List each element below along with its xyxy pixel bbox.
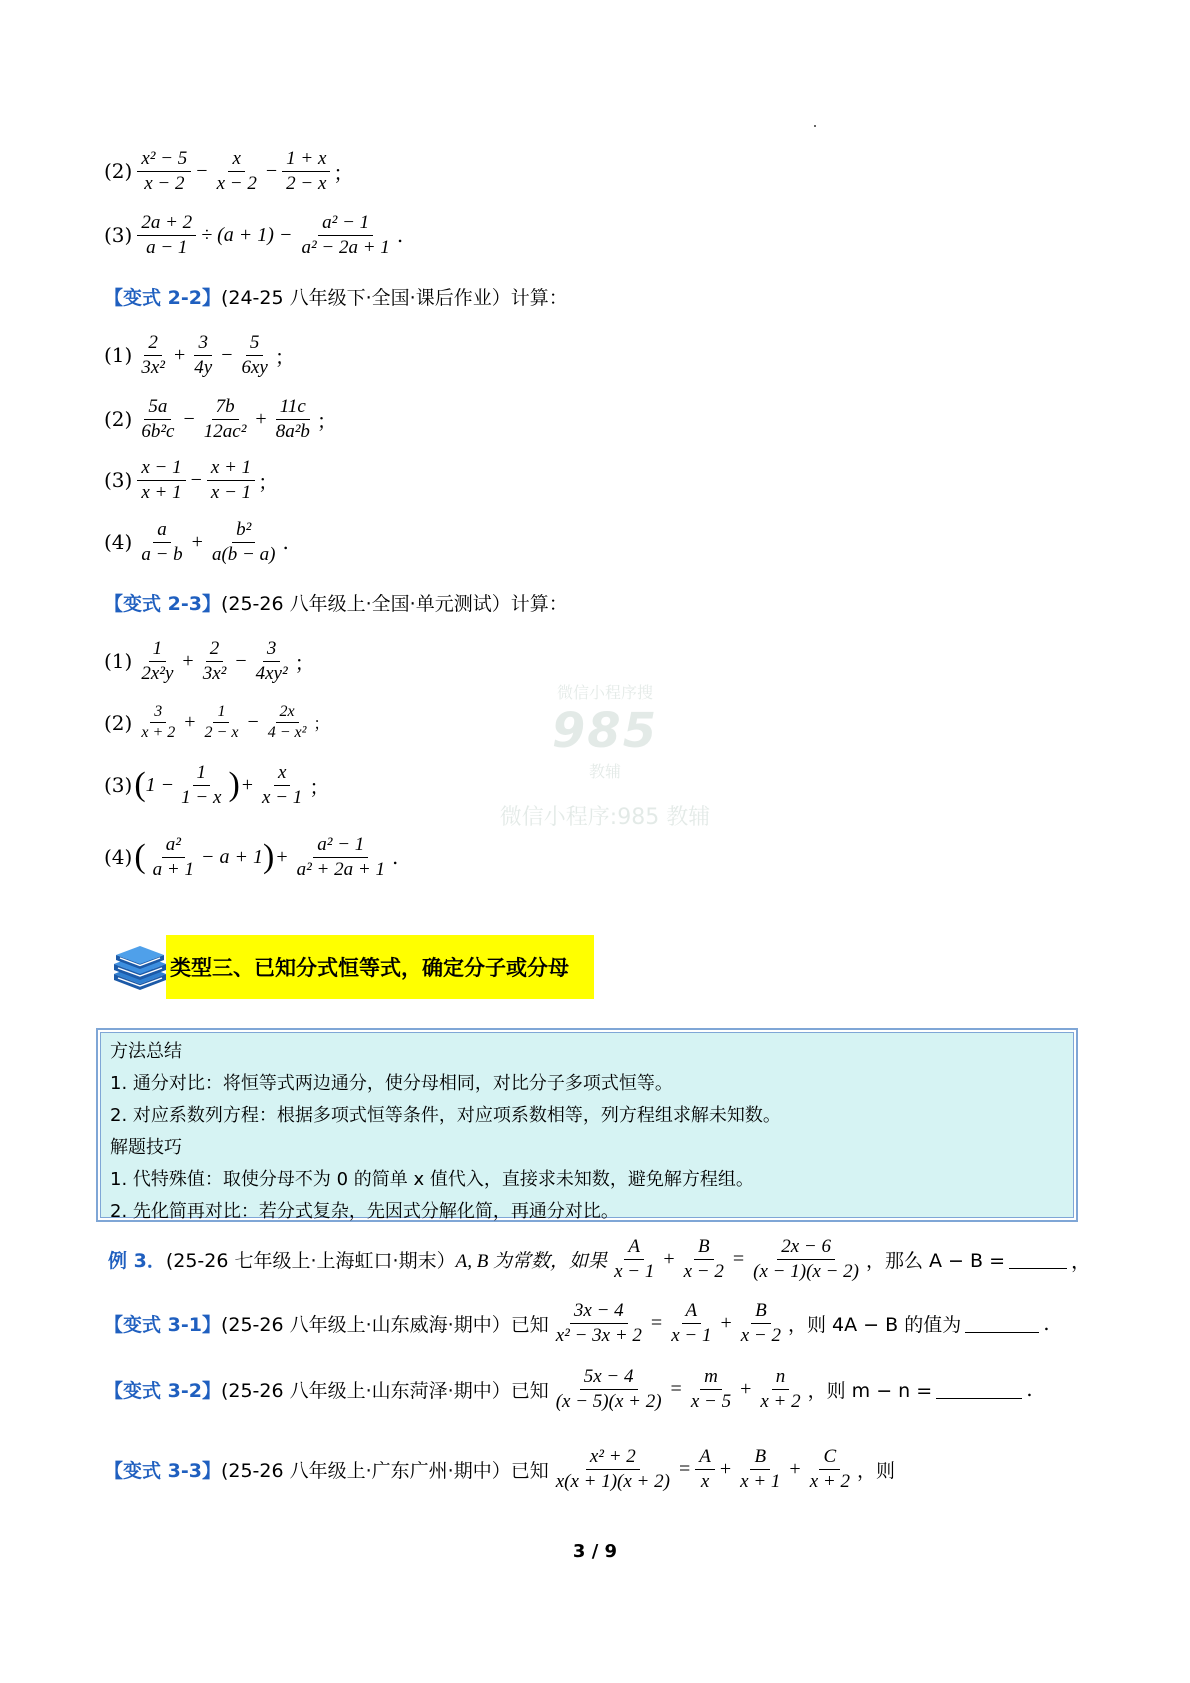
fraction: $\frac{\text{x² − 5}}{x - 2}$ [137, 148, 191, 195]
example-3: 例 3． (25-26 七年级上·上海虹口·期末） A, B 为常数，如果 $\frac{A}{x - 1}$ + $\frac{B}{x - 2}$ = $\frac{2x - 6}{(x - 1)(x - 2)}$ ，那么 A − B = ， [108, 1236, 1092, 1282]
answer-blank[interactable] [965, 1314, 1039, 1333]
fraction: $\frac{1 + x}{2 - x}$ [282, 148, 330, 195]
book-stack-icon [110, 944, 170, 994]
page-number: 3 / 9 [572, 1541, 618, 1562]
problem-3: (3) $\frac{2a + 2}{a - 1}$ ÷ (a + 1) − $\frac{\text{a² − 1}}{\text{a² − 2a + 1}}$ . [104, 212, 404, 258]
variant-2-3-header: 【变式 2-3】 (25-26 八年级上·全国·单元测试）计算： [104, 593, 568, 615]
method-summary-box: 方法总结 1. 通分对比：将恒等式两边通分，使分母相同，对比分子多项式恒等。 2. 对应系数列方程：根据多项式恒等条件，对应项系数相等，列方程组求解未知数。 解题技巧 1. 代特殊值：取使分母不为 0 的简单 x 值代入，直接求未知数，避免解方程组。 2. 先化简再对比：若分式复杂，先因式分解化简，再通分对比。 [96, 1028, 1078, 1222]
variant-2-2-item-2: (2) $\frac{5a}{\text{6b²c}}$ − $\frac{7b}{\text{12ac²}}$ + $\frac{11c}{\text{8a²b}}$ ； [104, 396, 337, 442]
variant-2-3-item-4: (4) ( $\frac{\text{a²}}{a + 1}$ − a + 1 ) + $\frac{\text{a² − 1}}{\text{a² + 2a + 1}}$ . [104, 834, 399, 880]
variant-2-3-item-3: (3) ( 1 − $\frac{1}{1 - x}$ ) + $\frac{x}{x - 1}$ ； [104, 762, 330, 808]
problem-2: (2) $\frac{\text{x² − 5}}{x - 2}$ − $\frac{x}{x - 2}$ − $\frac{1 + x}{2 - x}$ ； [104, 148, 354, 194]
fraction: $\frac{x}{x - 2}$ [216, 148, 257, 194]
stray-dot [814, 125, 816, 127]
watermark: 微信小程序搜 985 教辅 微信小程序:985 教辅 [499, 683, 711, 830]
variant-3-2: 【变式 3-2】 (25-26 八年级上·山东菏泽·期中）已知 $\frac{5x - 4}{(x - 5)(x + 2)}$ = $\frac{m}{x - 5}$ + $\frac{n}{x + 2}$ ，则 m − n = . [104, 1366, 1033, 1412]
variant-3-1: 【变式 3-1】 (25-26 八年级上·山东威海·期中）已知 $\frac{3x - 4}{\text{x² − 3x + 2}}$ = $\frac{A}{x - 1}$ + $\frac{B}{x - 2}$ ，则 4A − B 的值为 . [104, 1300, 1050, 1346]
variant-3-3: 【变式 3-3】 (25-26 八年级上·广东广州·期中）已知 $\frac{\text{x² + 2}}{x(x + 1)(x + 2)}$ = $\frac{A}{x}$ + $\frac{B}{x + 1}$ + $\frac{C}{x + 2}$ ，则 [104, 1446, 895, 1492]
section-title: 类型三、已知分式恒等式，确定分子或分母 [166, 935, 594, 999]
fraction: $\frac{2a + 2}{a - 1}$ [137, 212, 196, 259]
variant-2-2-item-4: (4) $\frac{a}{a - b}$ + $\frac{\text{b²}}{a(b - a)}$ . [104, 519, 289, 565]
variant-2-2-item-3: (3) $\frac{x - 1}{x + 1}$ − $\frac{x + 1}{x - 1}$ ； [104, 457, 279, 503]
variant-2-3-item-2: (2) $\frac{3}{x + 2}$ + $\frac{1}{2 - x}$ − $\frac{2x}{\text{4 − x²}}$ ； [104, 703, 330, 742]
variant-2-2-item-1: (1) $\frac{2}{\text{3x²}}$ + $\frac{3}{4y}$ − $\frac{5}{6xy}$ ； [104, 332, 295, 378]
variant-2-3-item-1: (1) $\frac{1}{\text{2x²y}}$ + $\frac{2}{\text{3x²}}$ − $\frac{3}{\text{4xy²}}$ ； [104, 638, 315, 684]
answer-blank[interactable] [936, 1380, 1022, 1399]
answer-blank[interactable] [1009, 1250, 1067, 1269]
variant-2-2-header: 【变式 2-2】 (24-25 八年级下·全国·课后作业）计算： [104, 287, 568, 309]
fraction: $\frac{\text{a² − 1}}{\text{a² − 2a + 1}}$ [301, 212, 390, 258]
